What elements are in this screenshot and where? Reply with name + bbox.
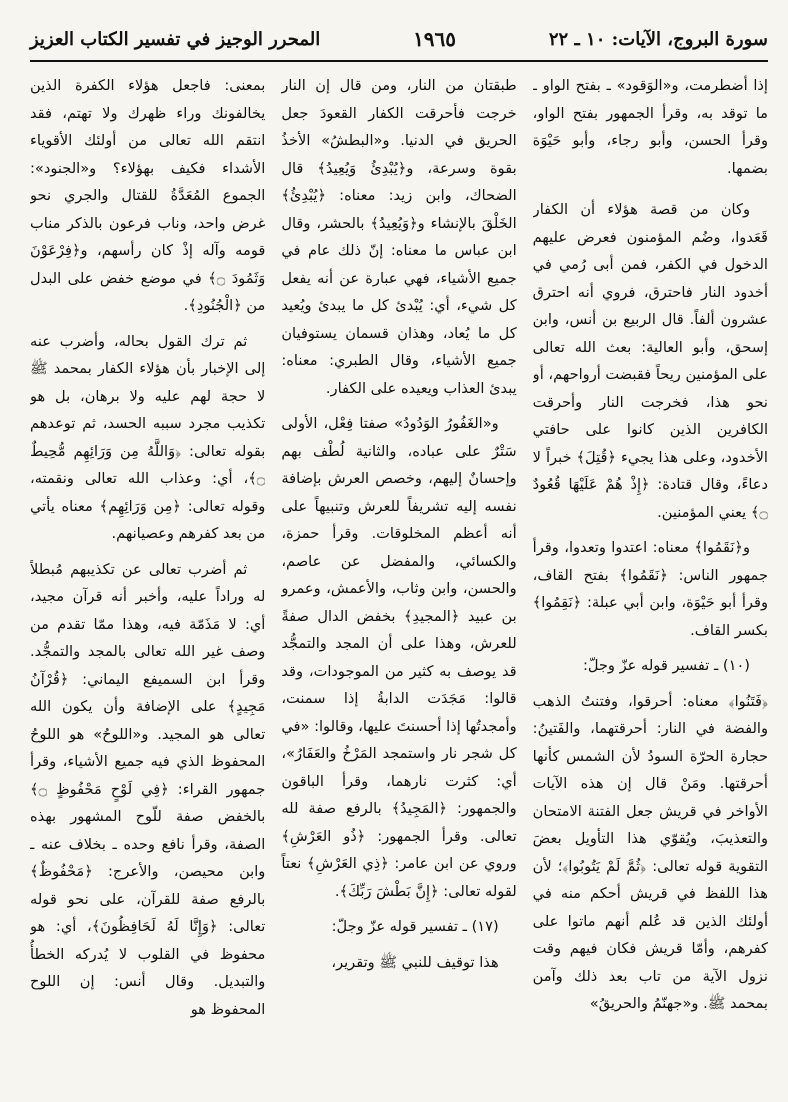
paragraph: ثم ترك القول بحاله، وأضرب عنه إلى الإخبار بأن هؤلاء الكفار بمحمد ﷺ لا حجة لهم عليه ولا برهان، بل هو تكذيب مجرد سببه الحسد، ثم توعدهم بقوله تعالى: ﴿وَاللَّهُ مِن وَرَائِهِم مُّحِيطٌ ۝﴾، أي: وعذاب الله تعالى ونقمته، وقوله تعالى: ﴿مِن وَرَائِهِم﴾ معناه يأتي من بعد كفرهم وعصيانهم. xyxy=(30,332,266,542)
paragraph: وكان من قصة هؤلاء أن الكفار قَعَدوا، وضُم المؤمنون فعرض عليهم الدخول في الكفر، فمن أبى رُمي في أخدود النار فاحترق، فروي أنه احترق عشرون ألفاً. قال الربيع بن أنس، وابن إسحق، وأبو العالية: بعث الله تعالى على المؤمنين ريحاً فقبضت أرواحهم، أو نحو هذا، فخرجت النار وأحرقت الكافرين الذين كانوا على حافتي الأخدود، وعلى هذا يجيء ﴿قُتِلَ﴾ خبراً لا دعاءً، وقال قتادة: ﴿إِذْ هُمْ عَلَيْهَا قُعُودٌ ۝﴾ يعني المؤمنين. xyxy=(532,201,768,521)
paragraph: و﴿نَقَمُوا﴾ معناه: اعتدوا وتعدوا، وقرأ جمهور الناس: ﴿نَقَمُوا﴾ بفتح القاف، وقرأ أبو حَيْوَة، وابن أبي عبلة: ﴿نَقِمُوا﴾ بكسر القاف. xyxy=(532,539,768,639)
page-header xyxy=(30,20,768,58)
text-columns xyxy=(30,72,768,1084)
page-number: ١٩٦٥ xyxy=(413,27,457,51)
surah-title: سورة البروج، الآيات: ١٠ ـ ٢٢ xyxy=(548,28,768,50)
paragraph: طبقتان من النار، ومن قال إن النار خرجت فأحرقت الكفار القعودَ جعل الحريق في الدنيا. و«البطشُ» الأخذُ بقوة وسرعة، و﴿يُبْدِئُ وَيُعِيدُ﴾ قال الضحاك، وابن زيد: معناه: ﴿يُبْدِئُ﴾ الخَلْقَ بالإنشاء و﴿وَيُعِيدُ﴾ بالحشر، وقال ابن عباس ما معناه: إنّ ذلك عام في جميع الأشياء، فهي عبارة عن أنه يفعل كل شيء، أي: يُبْدئ كل ما يبدئ ويُعيد كل ما يُعاد، وهذان قسمان يستوفيان جميع الأشياء، وقال الطبري: معناه: يبدئ العذاب ويعيده على الكفار. xyxy=(281,77,517,397)
header-rule xyxy=(30,60,768,62)
paragraph: ﴿فَتَنُوا﴾ معناه: أحرقوا، وفتنتُ الذهب والفضة في النار: أحرقتهما، والفَتينُ: حجارة الحرّة السودُ لأن الشمس كأنها أحرقتها. ومَنْ قال إن هذه الآيات الأواخر في قريش جعل الفتنة الامتحان والتعذيبَ، ويُقوّي هذا التأويل بعضَ التقوية قوله تعالى: ﴿ثُمَّ لَمْ يَتُوبُوا﴾؛ لأن هذا اللفظ في قريش أحكم منه في أولئك الذين قد عُلم أنهم ماتوا على كفرهم، وأمّا قريش فكان فيهم وقت نزول الآية من تاب بعد ذلك وآمن بمحمد ﷺ. و«جهنّمُ والحريقُ» xyxy=(532,692,768,1012)
paragraph: ثم أضرب تعالى عن تكذيبهم مُبطلاً له وراداً عليه، وأخبر أنه قرآن مجيد، أي: لا مَذَمّة فيه، وهذا ممّا تقدم من وصف غير الله تعالى بالمجد والتمجُّد. وقرأ ابن السميفع اليماني: ﴿قُرْآنُ مَجِيدٍ﴾ على الإضافة وأن يكون الله تعالى هو المجيد. و«اللوحُ» هو اللوحُ المحفوظ الذي فيه جميع الأشياء، وقرأ جمهور القراء: ﴿فِي لَوْحٍ مَحْفُوظٍ ۝﴾ بالخفض صفة للّوح المشهور بهذه الصفة، وقرأ نافع وحده ـ بخلاف عنه ـ وابن محيصن، والأعرج: ﴿مَحْفُوظٌ﴾ بالرفع صفة للقرآن، على نحو قوله تعالى: ﴿وَإِنَّا لَهُ لَحَافِظُونَ﴾، أي: هو محفوظ في القلوب لا يُدركه الخطأُ والتبديل. وقال أنس: إن اللوح المحفوظ هو xyxy=(30,560,266,1018)
section-heading: (١٧) ـ تفسير قوله عزّ وجلّ: xyxy=(331,918,499,935)
book-title: المحرر الوجيز في تفسير الكتاب العزيز xyxy=(30,28,321,50)
column-middle xyxy=(281,72,516,1084)
column-left xyxy=(30,72,265,1084)
column-right xyxy=(533,72,768,1084)
section-heading: (١٠) ـ تفسير قوله عزّ وجلّ: xyxy=(582,657,750,674)
paragraph: بمعنى: فاجعل هؤلاء الكفرة الذين يخالفونك وراء ظهرك ولا تهتم، فقد انتقم الله تعالى من أولئك الأقوياء الأشداء فكيف بهؤلاء؟ و«الجنود»: الجموع المُعَدَّةُ للقتال والجري نحو غرض واحد، وناب فرعون بالذكر مناب قومه وآله إذْ كان رأسهم، و﴿فِرْعَوْنَ وَثَمُودَ ۝﴾ في موضع خفض على البدل من ﴿الْجُنُودِ﴾. xyxy=(30,77,266,314)
paragraph: هذا توقيف للنبي ﷺ وتقرير، xyxy=(331,953,499,971)
paragraph: إذا أضطرمت، و«الوَقود» ـ بفتح الواو ـ ما توقد به، وقرأ الجمهور بفتح الواو، وقرأ الحسن، وأبو رجاء، وأبو حَيْوَة بضمها. xyxy=(532,77,768,177)
paragraph: و«الغَفُورُ الوَدُودُ» صفتا فِعْل، الأولى سَتْرٌ على عباده، والثانية لُطْف بهم وإحسانٌ إليهم، وخصص العرش بإضافة نفسه إليه تشريفاً للعرش وتنبيهاً على أنه أعظم المخلوقات. وقرأ حمزة، والكسائي، والمفضل عن عاصم، والحسن، وابن وثاب، والأعمش، وعمرو بن عبيد ﴿المجيدِ﴾ بخفض الدال صفةً للعرش، وهذا على أن المجد والتمجُّد قد يوصف به كثير من الموجودات، وقد قالوا: مَجَدَت الدابةُ إذا سمنت، وأمجدتُها إذا أحسنتَ عليها، وقالوا: «في كل شجر نار واستمجد المَرْخُ والعَفَارُ»، أي: كثرت نارهما، وقرأ الباقون والجمهور: ﴿المَجِيدُ﴾ بالرفع صفة لله تعالى. وقرأ الجمهور: ﴿ذُو العَرْشِ﴾ وروي عن ابن عامر: ﴿ذِي العَرْشِ﴾ نعتاً لقوله تعالى: ﴿إِنَّ بَطْشَ رَبِّكَ﴾. xyxy=(281,415,517,900)
